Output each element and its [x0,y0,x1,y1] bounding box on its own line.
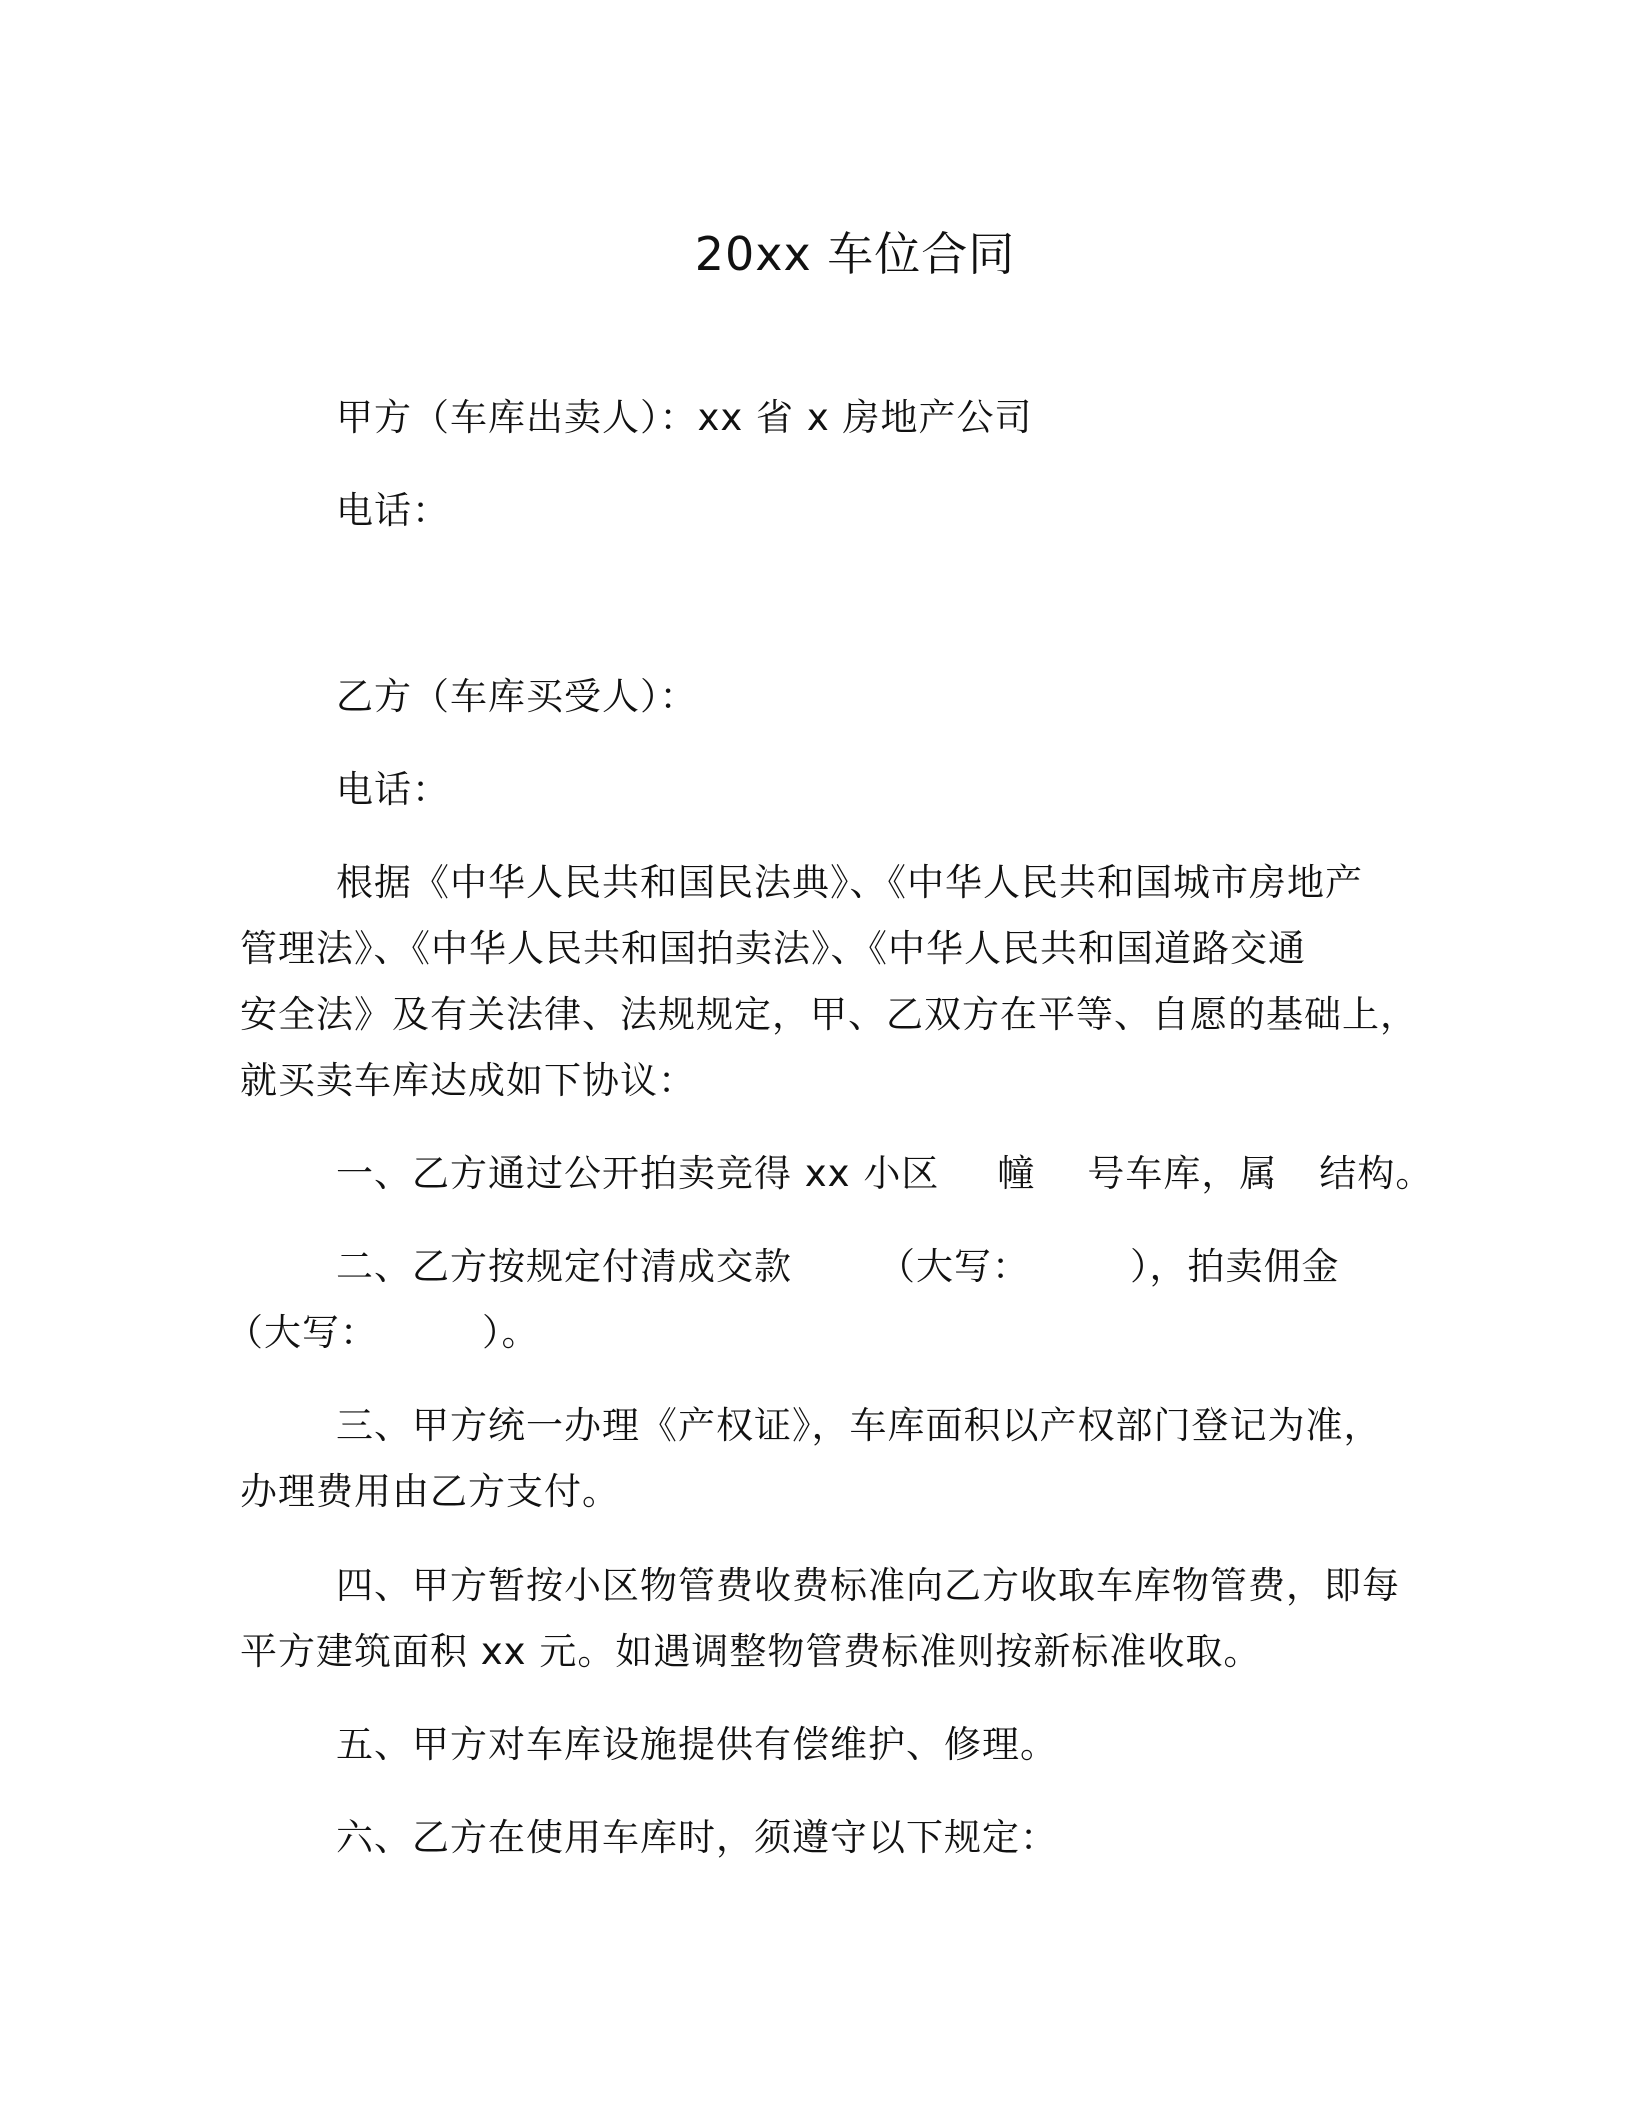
party-b-phone-line: 电话： [336,768,450,811]
preamble-line-1: 根据《中华人民共和国民法典》、《中华人民共和国城市房地产 [336,861,1363,904]
document-title: 20xx 车位合同 [694,227,1016,281]
party-a-phone-line: 电话： [336,489,450,532]
clause-1-part-1: 一、乙方通过公开拍卖竞得 xx 小区 [336,1152,940,1195]
clause-1-line [336,1143,1433,1197]
preamble-line-2: 管理法》、《中华人民共和国拍卖法》、《中华人民共和国道路交通 [240,927,1306,970]
clause-1-part-3: 号车库，属 [1087,1152,1278,1195]
clause-3-line-2: 办理费用由乙方支付。 [240,1470,620,1513]
preamble-line-3: 安全法》及有关法律、法规规定，甲、乙双方在平等、自愿的基础上， [240,993,1418,1036]
clause-2-part-3: ），拍卖佣金 [1130,1245,1340,1288]
clause-2-part-2: （大写： [878,1245,1030,1288]
clause-2-line-2 [226,1302,540,1356]
clause-5-line: 五、甲方对车库设施提供有偿维护、修理。 [336,1723,1058,1766]
clause-1-part-4: 结构。 [1319,1152,1434,1195]
clause-1-part-2: 幢 [997,1152,1036,1195]
party-a-line: 甲方（车库出卖人）：xx 省 x 房地产公司 [336,396,1033,439]
party-b-line: 乙方（车库买受人）： [336,675,698,718]
clause-4-line-1: 四、甲方暂按小区物管费收费标准向乙方收取车库物管费，即每 [336,1564,1400,1607]
clause-3-line-1: 三、甲方统一办理《产权证》，车库面积以产权部门登记为准， [336,1404,1382,1447]
clause-2-line-1 [336,1236,1340,1290]
clause-6-line: 六、乙方在使用车库时，须遵守以下规定： [336,1816,1058,1859]
clause-2-part-4: （大写： [226,1311,378,1354]
clause-2-part-5: ）。 [482,1311,540,1354]
clause-2-part-1: 二、乙方按规定付清成交款 [336,1245,792,1288]
clause-4-line-2: 平方建筑面积 xx 元。如遇调整物管费标准则按新标准收取。 [240,1630,1262,1673]
preamble-line-4: 就买卖车库达成如下协议： [240,1059,696,1102]
